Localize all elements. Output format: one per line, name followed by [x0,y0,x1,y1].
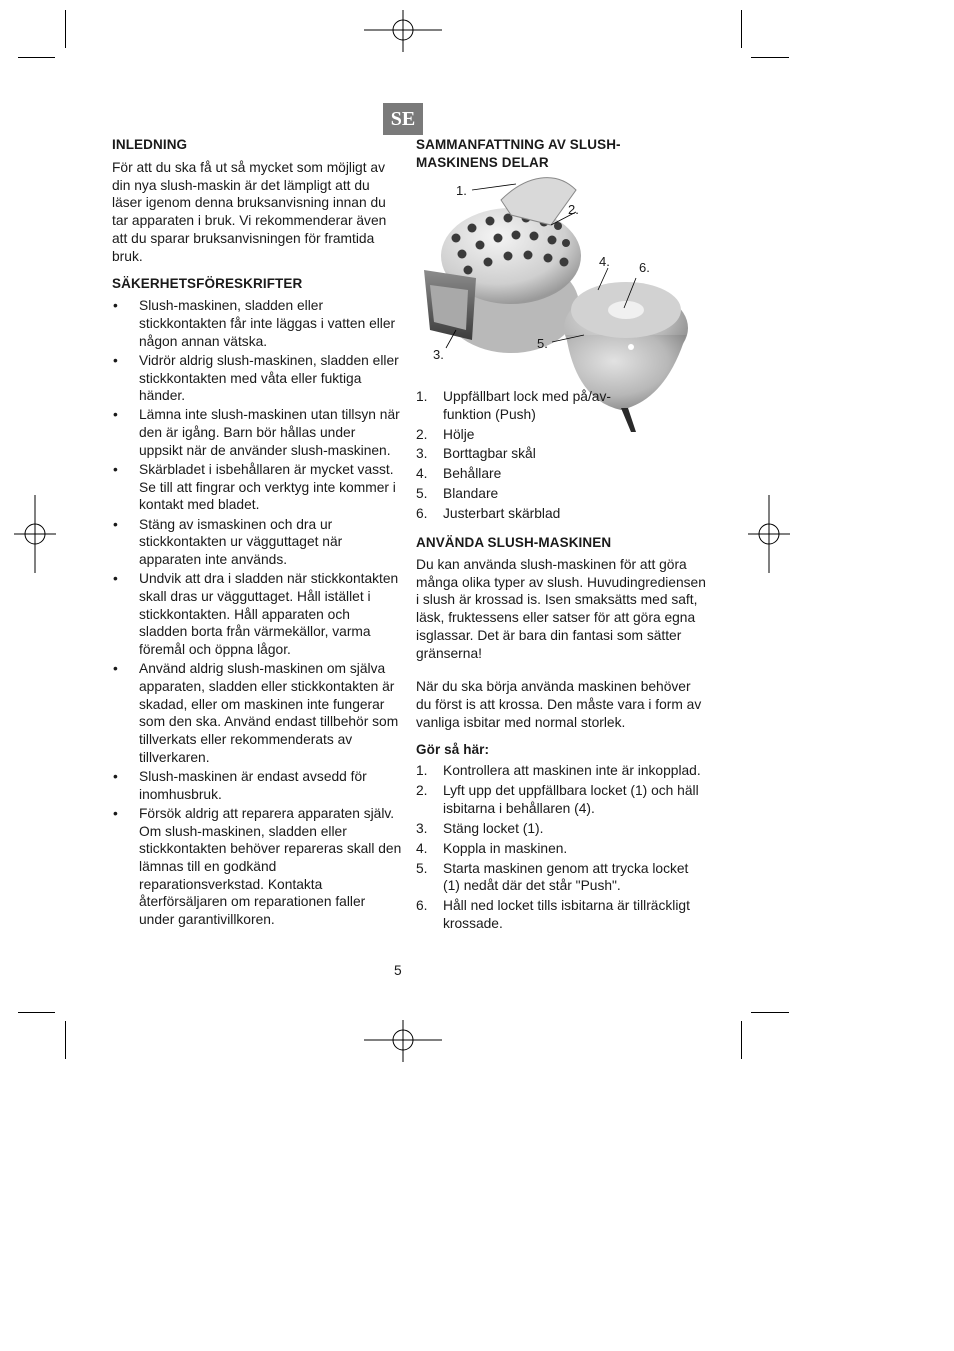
safety-item: • Slush-maskinen, sladden eller stickkontakten får inte läggas i vatten eller någon annan vätska. [112,297,402,350]
figure-label-1: 1. [456,183,467,198]
safety-item: • Undvik att dra i sladden när stickkontakten skall dras ur vägguttaget. Håll istället i stickkontakten. Håll apparaten och sladden borta från värmekällor, varma föremål och öppna lågor. [112,570,402,659]
parts-list-item: 5. Blandare [416,486,499,502]
registration-mark-right [748,495,790,573]
safety-item: • Skärbladet i isbehållaren är mycket vasst. Se till att fingrar och verktyg inte kommer i kontakt med bladet. [112,461,402,514]
crop-mark [741,10,742,48]
figure-label-2: 2. [568,202,579,217]
left-column [112,136,402,930]
language-badge: SE [383,103,423,135]
intro-paragraph: För att du ska få ut så mycket som möjligt av din nya slush-maskin är det lämpligt att du läser igenom denna bruksanvisning innan du tar apparaten i bruk. Vi rekommenderar även att du sparar bruksanvisningen för framtida bruk. [112,160,387,264]
crop-mark [751,57,789,58]
parts-list-item: 4. Behållare [416,466,502,482]
parts-list-item: 3. Borttagbar skål [416,446,536,462]
figure-label-6: 6. [639,260,650,275]
safety-heading: SÄKERHETSFÖRESKRIFTER [112,276,303,292]
crop-mark [65,10,66,48]
crop-mark [741,1021,742,1059]
safety-item: • Försök aldrig att reparera apparaten själv. Om slush-maskinen, sladden eller stickkontakten behöver repareras skall den lämnas till en godkänd reparationsverkstad. Kontakta återförsäljaren om reparationen faller under garantivillkoren. [112,805,402,929]
figure-label-4: 4. [599,254,610,269]
step-item: 3. Stäng locket (1). [416,820,544,836]
crop-mark [18,57,55,58]
parts-list-item: 2. Hölje [416,426,475,442]
figure-label-3: 3. [433,347,444,362]
step-item: 5. Starta maskinen genom att trycka locket (1) nedåt där det står "Push". [416,860,689,894]
step-item: 6. Håll ned locket tills isbitarna är tillräckligt krossade. [416,898,690,931]
registration-mark-left [14,495,56,573]
step-item: 1. Kontrollera att maskinen inte är inkopplad. [416,763,701,779]
step-item: 2. Lyft upp det uppfällbara locket (1) och häll isbitarna i behållaren (4). [416,783,699,816]
parts-list-item: 6. Justerbart skärblad [416,506,561,522]
usage-heading: ANVÄNDA SLUSH-MASKINEN [416,535,612,550]
page-number: 5 [394,963,402,978]
safety-item: • Vidrör aldrig slush-maskinen, sladden eller stickkontakten med våta eller fuktiga händer. [112,352,402,405]
safety-item: • Lämna inte slush-maskinen utan tillsyn när den är igång. Barn bör hållas under uppsikt när de använder slush-maskinen. [112,406,402,459]
usage-paragraph-1: Du kan använda slush-maskinen för att göra många olika typer av slush. Huvudingrediensen i slush är krossad is. Isen smaksätts med saft, läsk, fruktessens eller satser för att göra egna isglassar. Det är bara din fantasi som sätter gränserna! [416,557,706,661]
crop-mark [18,1012,55,1013]
steps-list [416,762,706,932]
step-item: 4. Koppla in maskinen. [416,840,568,856]
safety-item: • Använd aldrig slush-maskinen om själva apparaten, sladden eller stickkontakten är skadad, eller om maskinen inte fungerar som den ska. Använd endast tillbehör som tillverkats eller rekommenderats av tillverkaren. [112,660,402,766]
safety-list [112,297,402,929]
howto-heading: Gör så här: [416,742,490,758]
parts-heading: SAMMANFATTNING AV SLUSH-MASKINENS DELAR [416,137,621,170]
figure-label-5: 5. [537,336,548,351]
registration-mark-top [364,10,442,52]
parts-list-item: 1. Uppfällbart lock med på/av-funktion (Push) [416,389,611,422]
crop-mark [65,1021,66,1059]
safety-item: • Slush-maskinen är endast avsedd för inomhusbruk. [112,768,402,803]
usage-paragraph-2: När du ska börja använda maskinen behöver du först is att krossa. Den måste vara i form av vanliga isbitar med normal storlek. [416,679,702,730]
safety-item: • Stäng av ismaskinen och dra ur stickkontakten ur vägguttaget när apparaten inte används. [112,516,402,569]
parts-list [416,388,626,525]
crop-mark [751,1012,789,1013]
usage-section [416,534,706,935]
intro-heading: INLEDNING [112,137,188,152]
registration-mark-bottom [364,1020,442,1062]
